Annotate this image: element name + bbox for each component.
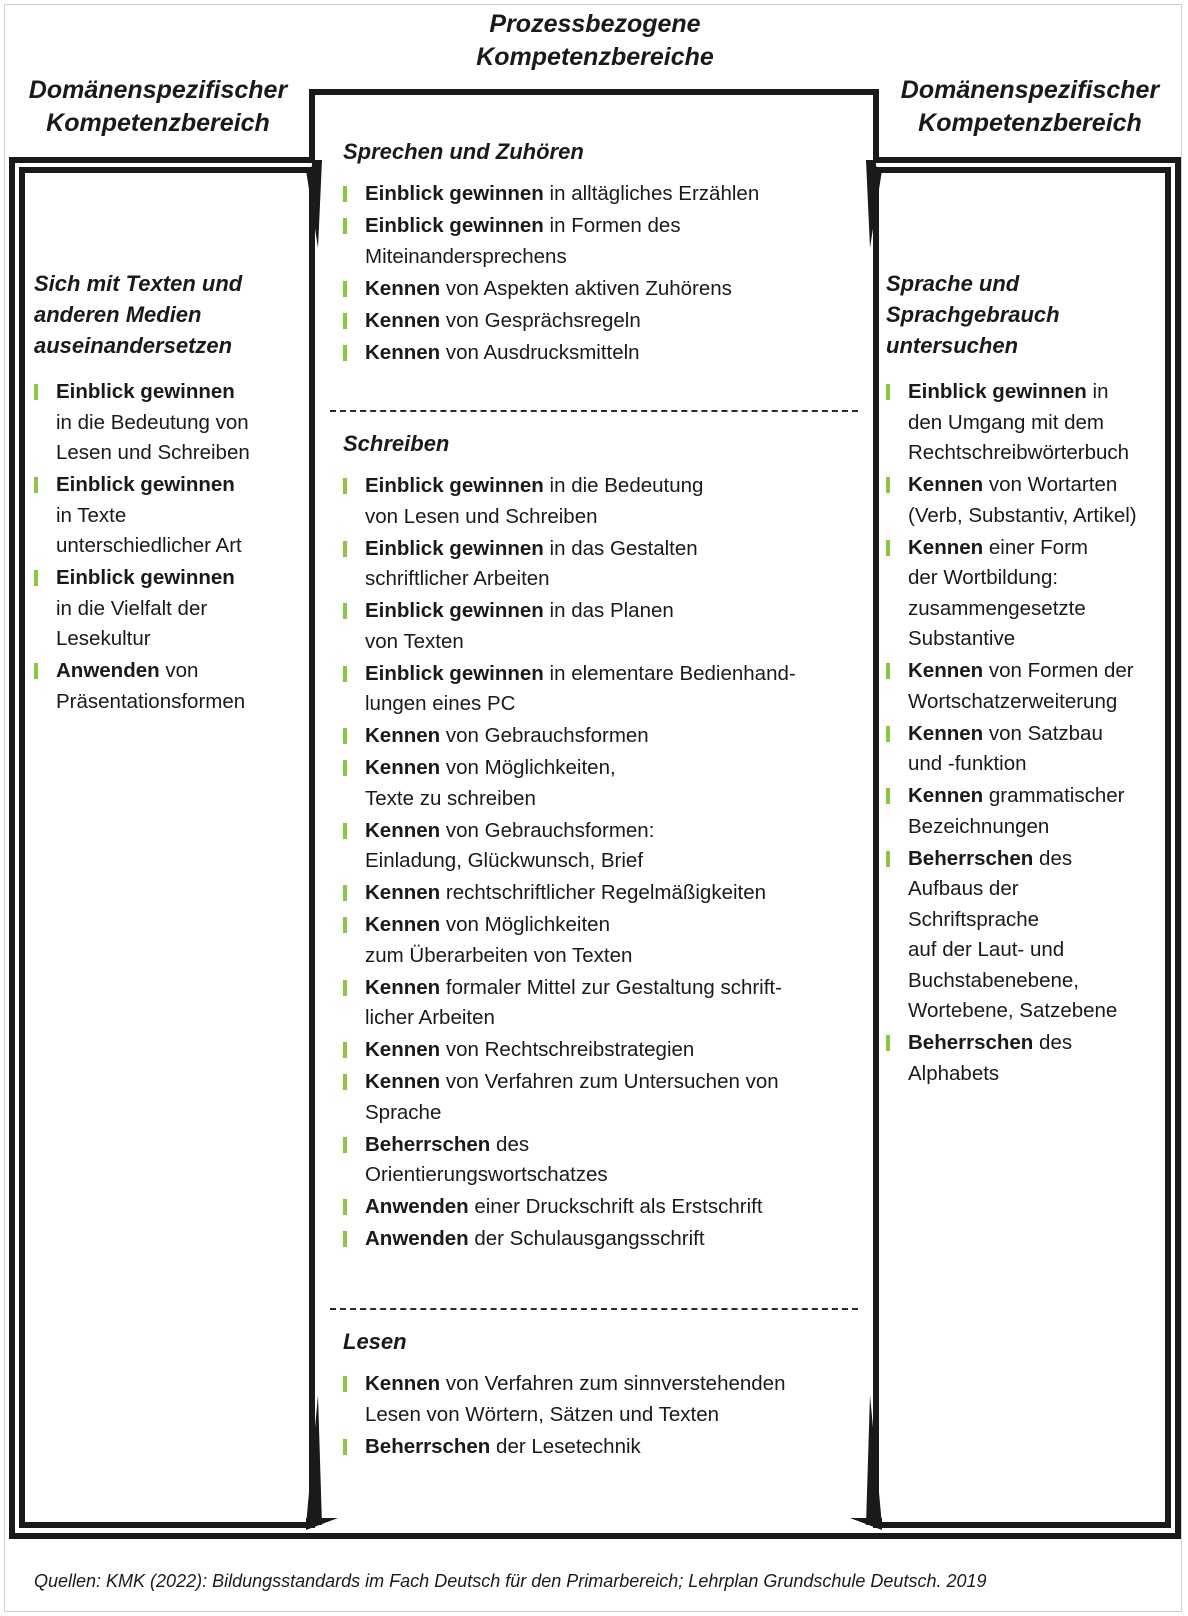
item-keyword: Kennen	[365, 1070, 441, 1093]
section-divider	[330, 1308, 858, 1310]
competence-item	[886, 470, 1161, 531]
bullet-bar-icon	[886, 384, 890, 400]
item-text: des	[1033, 846, 1073, 870]
item-text: von Formen der	[983, 659, 1134, 682]
bullet-bar-icon	[343, 218, 347, 234]
item-keyword: Einblick gewinnen	[56, 473, 235, 496]
item-text: licher Arbeiten	[365, 1006, 495, 1029]
bullet-bar-icon	[343, 345, 347, 361]
item-text: Alphabets	[908, 1061, 1000, 1085]
heading-line: anderen Medien	[34, 302, 202, 327]
competence-item	[343, 1192, 863, 1223]
competence-item	[343, 338, 863, 369]
title-line: Kompetenzbereich	[918, 109, 1142, 137]
competence-item	[886, 656, 1161, 717]
title-line: Domänenspezifischer	[900, 76, 1160, 104]
item-text: von Verfahren zum Untersuchen von	[440, 1070, 779, 1093]
item-text: Lesekultur	[56, 627, 151, 650]
competence-item	[886, 1028, 1161, 1089]
item-text: unterschiedlicher Art	[56, 534, 242, 557]
left-domain-column	[34, 268, 289, 719]
competence-item	[343, 753, 863, 814]
item-text: schriftlicher Arbeiten	[365, 567, 550, 590]
item-text: in Texte	[56, 503, 127, 527]
competence-item	[343, 1130, 863, 1191]
title-line: Kompetenzbereiche	[476, 43, 714, 71]
item-keyword: Einblick gewinnen	[365, 536, 544, 560]
item-keyword: Einblick gewinnen	[365, 474, 544, 497]
competence-item	[886, 781, 1161, 842]
bullet-bar-icon	[343, 823, 347, 839]
heading-line: Sich mit Texten und	[34, 271, 243, 296]
item-text: zum Überarbeiten von Texten	[365, 943, 633, 967]
section-heading: Schreiben	[343, 431, 450, 456]
item-keyword: Kennen	[365, 1372, 441, 1395]
bullet-bar-icon	[886, 540, 890, 556]
wedge-top-left-2	[306, 160, 322, 248]
section-list	[343, 1369, 863, 1462]
section-lesen	[343, 1326, 863, 1464]
bullet-bar-icon	[886, 851, 890, 867]
bullet-bar-icon	[343, 666, 347, 682]
bullet-bar-icon	[343, 186, 347, 202]
competence-item	[343, 973, 863, 1034]
bullet-bar-icon	[343, 1042, 347, 1058]
item-text: von Gebrauchsformen	[440, 724, 649, 747]
item-text: in das Planen	[543, 599, 674, 622]
item-text: von Wortarten	[983, 473, 1118, 496]
item-text: zusammengesetzte	[908, 596, 1086, 620]
item-keyword: Beherrschen	[908, 1031, 1034, 1054]
competence-item	[343, 306, 863, 337]
item-text: des	[490, 1132, 530, 1156]
competence-item	[343, 1067, 863, 1128]
right-column-list	[886, 377, 1161, 1089]
item-text: Rechtschreibwörterbuch	[908, 441, 1130, 464]
bullet-bar-icon	[886, 1035, 890, 1051]
heading-line: untersuchen	[886, 333, 1019, 358]
bullet-bar-icon	[343, 885, 347, 901]
item-keyword: Kennen	[365, 881, 441, 904]
item-text: Substantive	[908, 627, 1016, 650]
item-text: von Verfahren zum sinnverstehenden	[440, 1372, 786, 1395]
item-text: von Möglichkeiten	[440, 913, 610, 936]
competence-item	[343, 659, 863, 720]
item-keyword: Kennen	[365, 818, 441, 842]
bullet-bar-icon	[886, 477, 890, 493]
item-text: von Ausdrucksmitteln	[440, 340, 640, 364]
title-domain-right	[880, 74, 1180, 140]
item-text: von Texten	[365, 629, 464, 653]
item-text: Buchstabenebene,	[908, 968, 1079, 992]
item-keyword: Einblick gewinnen	[365, 214, 544, 237]
section-schreiben	[343, 428, 863, 1256]
item-text: in Formen des	[543, 214, 681, 237]
item-keyword: Kennen	[365, 308, 441, 332]
item-keyword: Einblick gewinnen	[908, 380, 1087, 403]
bullet-bar-icon	[343, 1199, 347, 1215]
item-keyword: Kennen	[365, 756, 441, 779]
heading-line: Sprache und	[886, 271, 1020, 296]
bullet-bar-icon	[34, 663, 38, 679]
item-keyword: Kennen	[365, 276, 441, 300]
bullet-bar-icon	[34, 477, 38, 493]
wedge-top-right-2	[866, 160, 882, 248]
item-text: des	[1033, 1031, 1073, 1054]
item-keyword: Kennen	[365, 340, 441, 364]
bullet-bar-icon	[343, 1439, 347, 1455]
section-sprechen-zuhoeren	[343, 136, 863, 370]
competence-item	[886, 533, 1161, 655]
wedge-top-left	[312, 160, 322, 240]
heading-line: Sprachgebrauch	[886, 302, 1060, 327]
title-domain-left	[8, 74, 308, 140]
item-keyword: Einblick gewinnen	[56, 566, 235, 589]
source-citation: Quellen: KMK (2022): Bildungsstandards im Fach Deutsch für den Primarbereich; Lehrplan Grundschule Deutsch. 2019	[34, 1571, 987, 1591]
item-keyword: Beherrschen	[365, 1434, 491, 1458]
item-text: den Umgang mit dem	[908, 410, 1104, 434]
section-heading: Sprechen und Zuhören	[343, 139, 584, 164]
item-keyword: Kennen	[365, 1038, 441, 1061]
item-text: Miteinandersprechens	[365, 244, 567, 268]
left-column-list	[34, 377, 289, 717]
item-keyword: Kennen	[365, 724, 441, 747]
bullet-bar-icon	[34, 384, 38, 400]
item-text: von	[159, 659, 199, 682]
item-keyword: Kennen	[365, 975, 441, 999]
item-text: in elementare Bedienhand-	[543, 661, 796, 685]
item-keyword: Einblick gewinnen	[56, 380, 235, 403]
item-text: Einladung, Glückwunsch, Brief	[365, 849, 644, 872]
wedge-bottom-left	[306, 1395, 322, 1525]
section-heading: Lesen	[343, 1329, 407, 1354]
item-text: (Verb, Substantiv, Artikel)	[908, 503, 1137, 527]
competence-item	[886, 377, 1161, 469]
item-text: Bezeichnungen	[908, 814, 1050, 838]
bullet-bar-icon	[34, 570, 38, 586]
wedge-bottom-right	[866, 1395, 882, 1525]
item-text: in die Bedeutung	[543, 474, 704, 497]
right-domain-column	[886, 268, 1161, 1091]
item-text: Aufbaus der	[908, 877, 1019, 900]
item-keyword: Anwenden	[365, 1227, 469, 1250]
item-keyword: Anwenden	[365, 1195, 469, 1218]
title-line: Prozessbezogene	[489, 10, 701, 38]
bullet-bar-icon	[343, 760, 347, 776]
wedge-top-right	[866, 160, 876, 240]
item-text: Orientierungswortschatzes	[365, 1163, 608, 1186]
item-keyword: Kennen	[908, 535, 984, 559]
bullet-bar-icon	[343, 728, 347, 744]
bullet-bar-icon	[343, 980, 347, 996]
item-keyword: Einblick gewinnen	[365, 182, 544, 205]
item-text: Wortschatzerweiterung	[908, 689, 1118, 713]
bullet-bar-icon	[343, 541, 347, 557]
bullet-bar-icon	[343, 281, 347, 297]
competence-item	[343, 816, 863, 877]
item-text: in die Vielfalt der	[56, 596, 208, 620]
bullet-bar-icon	[343, 1376, 347, 1392]
competence-item	[343, 1369, 863, 1430]
competence-item	[343, 471, 863, 532]
title-line: Domänenspezifischer	[28, 76, 288, 104]
competence-item	[343, 910, 863, 971]
item-text: der Wortbildung:	[908, 566, 1059, 589]
section-divider	[330, 410, 858, 412]
competence-item	[34, 470, 289, 562]
heading-line: auseinandersetzen	[34, 333, 233, 358]
competence-item	[343, 1035, 863, 1066]
wedge-bottom-left-base	[306, 1518, 338, 1530]
item-text: formaler Mittel zur Gestaltung schrift-	[440, 975, 782, 999]
item-text: einer Druckschrift als Erstschrift	[468, 1195, 763, 1218]
item-text: einer Form	[983, 535, 1088, 559]
section-list	[343, 179, 863, 368]
competence-item	[34, 563, 289, 655]
wedge-bottom-right-base	[850, 1518, 882, 1530]
title-process-competences	[395, 8, 795, 74]
item-keyword: Kennen	[908, 721, 984, 745]
bullet-bar-icon	[343, 313, 347, 329]
item-text: von Rechtschreibstrategien	[440, 1038, 695, 1061]
competence-item	[343, 596, 863, 657]
item-text: lungen eines PC	[365, 692, 516, 715]
bullet-bar-icon	[343, 1074, 347, 1090]
item-keyword: Kennen	[908, 473, 984, 496]
item-text: von Satzbau	[983, 721, 1103, 745]
bullet-bar-icon	[343, 917, 347, 933]
item-text: Wortebene, Satzebene	[908, 999, 1118, 1022]
item-text: und -funktion	[908, 752, 1027, 775]
item-text: Texte zu schreiben	[365, 786, 536, 810]
item-text: grammatischer	[983, 784, 1125, 807]
item-text: Lesen von Wörtern, Sätzen und Texten	[365, 1402, 720, 1426]
competence-item	[886, 719, 1161, 780]
right-column-heading	[886, 268, 1161, 361]
item-text: Präsentationsformen	[56, 689, 246, 713]
item-text: von Gesprächsregeln	[440, 308, 641, 332]
competence-item	[343, 1432, 863, 1463]
item-text: von Möglichkeiten,	[440, 756, 616, 779]
item-keyword: Kennen	[365, 913, 441, 936]
item-keyword: Kennen	[908, 659, 984, 682]
item-text: in das Gestalten	[543, 536, 698, 560]
competence-item	[343, 1224, 863, 1255]
item-text: der Schulausgangsschrift	[468, 1227, 705, 1250]
bullet-bar-icon	[343, 1137, 347, 1153]
competence-item	[343, 211, 863, 272]
item-keyword: Anwenden	[56, 659, 160, 682]
item-keyword: Beherrschen	[908, 846, 1034, 870]
competence-item	[343, 179, 863, 210]
item-text: Sprache	[365, 1100, 442, 1124]
item-text: auf der Laut- und	[908, 938, 1065, 961]
competence-item	[343, 878, 863, 909]
item-text: von Lesen und Schreiben	[365, 504, 598, 528]
item-keyword: Kennen	[908, 784, 984, 807]
item-text: in	[1086, 380, 1109, 403]
item-text: von Gebrauchsformen:	[440, 818, 655, 842]
bullet-bar-icon	[343, 1231, 347, 1247]
item-text: Schriftsprache	[908, 907, 1040, 931]
item-text: rechtschriftlicher Regelmäßigkeiten	[440, 881, 767, 904]
item-text: in alltägliches Erzählen	[543, 182, 760, 205]
bullet-bar-icon	[886, 726, 890, 742]
left-column-heading	[34, 268, 289, 361]
competence-item	[343, 721, 863, 752]
bullet-bar-icon	[343, 603, 347, 619]
title-line: Kompetenzbereich	[46, 109, 270, 137]
section-list	[343, 471, 863, 1255]
item-text: in die Bedeutung von	[56, 410, 249, 434]
item-text: Lesen und Schreiben	[56, 441, 250, 464]
item-text: der Lesetechnik	[490, 1434, 641, 1458]
competence-item	[343, 534, 863, 595]
bullet-bar-icon	[886, 663, 890, 679]
item-text: von Aspekten aktiven Zuhörens	[440, 276, 732, 300]
item-keyword: Einblick gewinnen	[365, 661, 544, 685]
item-keyword: Einblick gewinnen	[365, 599, 544, 622]
competence-item	[34, 377, 289, 469]
competence-item	[886, 844, 1161, 1027]
bullet-bar-icon	[343, 478, 347, 494]
competence-item	[343, 274, 863, 305]
item-keyword: Beherrschen	[365, 1132, 491, 1156]
bullet-bar-icon	[886, 788, 890, 804]
competence-item	[34, 656, 289, 717]
